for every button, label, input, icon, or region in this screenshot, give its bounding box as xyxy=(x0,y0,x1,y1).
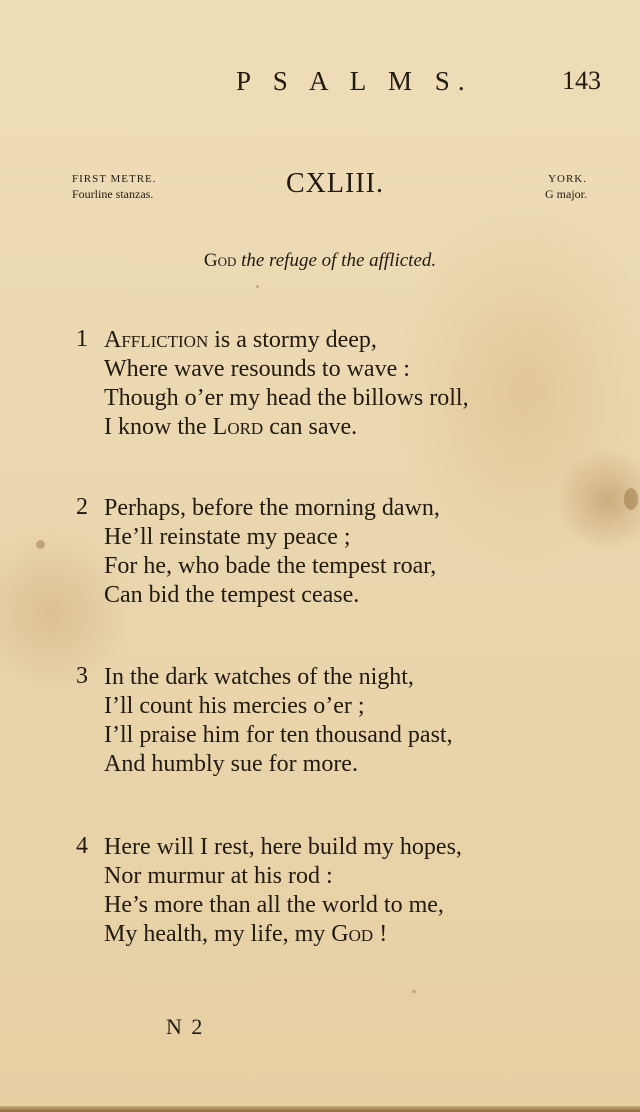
stanza-line: He’s more than all the world to me, xyxy=(104,892,444,918)
signature-mark: N 2 xyxy=(166,1014,205,1039)
page-number: 143 xyxy=(562,66,601,95)
stanza-2 xyxy=(76,494,440,610)
stanza-number: 1 xyxy=(76,326,88,352)
stanza-line xyxy=(104,413,469,442)
stanza-1 xyxy=(76,326,469,442)
page-edge xyxy=(0,1106,640,1112)
stanza-number: 4 xyxy=(76,833,88,859)
stanza-line: Can bid the tempest cease. xyxy=(104,582,360,608)
tune-line-2: G major. xyxy=(545,187,587,201)
stanza-line: Though o’er my head the billows roll, xyxy=(104,385,469,411)
foxing-spot xyxy=(256,285,259,288)
stanza-line: And humbly sue for more. xyxy=(104,751,358,777)
metre-line-1: FIRST METRE. xyxy=(72,173,157,185)
foxing-spot xyxy=(36,540,45,549)
stanza-4 xyxy=(76,833,462,949)
drop-word: Affliction xyxy=(104,327,209,353)
stanza-line: Here will I rest, here build my hopes, xyxy=(104,834,462,860)
stanza-line: In the dark watches of the night, xyxy=(104,664,414,690)
stanza-line: I’ll praise him for ten thousand past, xyxy=(104,722,453,748)
stanza-line: For he, who bade the tempest roar, xyxy=(104,553,437,579)
tune-label xyxy=(545,172,587,202)
stanza-number: 2 xyxy=(76,494,88,520)
stanza-line: He’ll reinstate my peace ; xyxy=(104,524,351,550)
psalm-subtitle xyxy=(0,250,640,272)
stanza-3 xyxy=(76,663,453,779)
divine-name: Lord xyxy=(212,414,264,440)
subtitle-god: God xyxy=(203,250,237,271)
metre-line-2: Fourline stanzas. xyxy=(72,187,154,201)
metre-label xyxy=(72,172,157,202)
psalm-number: CXLIII. xyxy=(286,168,384,199)
stanza-line: Where wave resounds to wave : xyxy=(104,356,410,382)
running-title: P S A L M S. xyxy=(236,66,473,96)
stanza-line: Nor murmur at his rod : xyxy=(104,863,333,889)
divine-name: God xyxy=(331,921,374,947)
stanza-line: Perhaps, before the morning dawn, xyxy=(104,495,440,521)
line-text: I know the xyxy=(104,414,207,440)
subtitle-text: the refuge of the afflicted. xyxy=(241,250,437,271)
line-text: can save. xyxy=(269,414,358,440)
foxing-spot xyxy=(412,990,416,993)
line-text: ! xyxy=(379,921,388,947)
stanza-number: 3 xyxy=(76,663,88,689)
foxing-spot xyxy=(624,488,638,510)
tune-line-1: YORK. xyxy=(548,173,587,185)
stanza-line xyxy=(104,326,469,355)
stanza-line xyxy=(104,920,462,949)
line-text: is a stormy deep, xyxy=(214,327,377,353)
line-text: My health, my life, my xyxy=(104,921,326,947)
stanza-line: I’ll count his mercies o’er ; xyxy=(104,693,365,719)
